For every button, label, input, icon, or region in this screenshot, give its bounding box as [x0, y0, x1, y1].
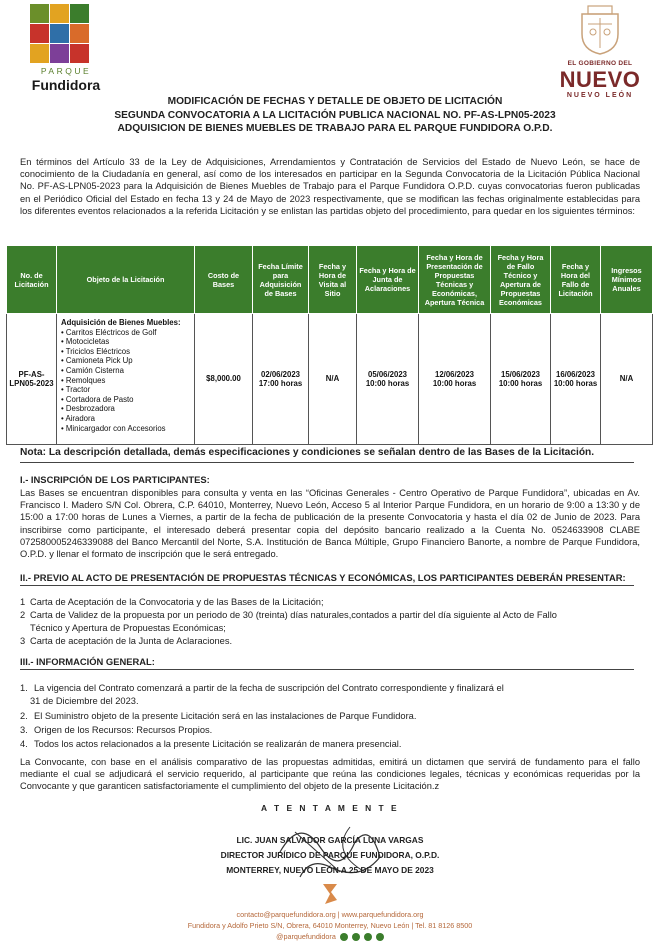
- item-text: Carta de aceptación de la Junta de Aclaraciones.: [30, 636, 233, 646]
- item-number: 1: [20, 597, 26, 607]
- section-2-item: [20, 635, 640, 647]
- facebook-icon[interactable]: [340, 933, 348, 941]
- section-2-item: [20, 596, 640, 608]
- section-3-item: [20, 710, 640, 722]
- cell-visita: N/A: [309, 314, 357, 445]
- item-number: 4.: [20, 739, 28, 749]
- table-header-row: [7, 246, 653, 314]
- item-text: Técnico y Apertura de Propuestas Económicas;: [30, 623, 226, 633]
- list-item: • Camión Cisterna: [61, 366, 190, 376]
- junta-time: 10:00 horas: [365, 379, 410, 388]
- intro-paragraph: En términos del Artículo 33 de la Ley de Adquisiciones, Arrendamientos y Contratación de Servicios del Estado de Nuevo León, se hace de conocimiento de la Ciudadanía en general, así como de los interesados en participar en la Segunda Convocatoria de la Licitación Pública Nacional No. PF-AS-LPN05-2023 para la Adquisición de Bienes Muebles de Trabajo para el Parque Fundidora O.P.D. cuyas convocatorias fueron publicadas en el Periódico Oficial del Estado en fecha 13 y 24 de Mayo de 2023 respectivamente, que se modifican las fechas originalmente establecidas para los diferentes eventos relacionados a la referida Licitación y se enlistan las partidas objeto del procedimiento, para quedar en los siguientes términos:: [20, 157, 640, 216]
- section-3-item: [20, 682, 640, 694]
- item-text: La vigencia del Contrato comenzará a partir de la fecha de suscripción del Contrato correspondiente y finalizará el: [34, 683, 504, 693]
- cell-objeto: [57, 314, 195, 445]
- item-number: 3.: [20, 725, 28, 735]
- cell-junta: [357, 314, 419, 445]
- divider: [20, 585, 634, 586]
- header-no-licitacion: No. de Licitación: [7, 246, 57, 314]
- junta-date: 05/06/2023: [367, 369, 408, 379]
- signer-name: LIC. JUAN SALVADOR GARCÍA LUNA VARGAS: [236, 835, 424, 845]
- presentacion-date: 12/06/2023: [434, 369, 475, 379]
- fallo-date: 16/06/2023: [555, 369, 596, 379]
- divider: [20, 462, 634, 463]
- title-line-2: SEGUNDA CONVOCATORIA A LA LICITACIÓN PUBLICA NACIONAL NO. PF-AS-LPN05-2023: [114, 109, 556, 121]
- list-item: • Airadora: [61, 414, 190, 424]
- table-row: [7, 314, 653, 445]
- document-title: [100, 95, 570, 136]
- header-fallo-tecnico: Fecha y Hora de Fallo Técnico y Apertura de Propuestas Económicas: [491, 246, 551, 314]
- footer-social: [100, 932, 560, 943]
- title-line-1: MODIFICACIÓN DE FECHAS Y DETALLE DE OBJETO DE LICITACIÓN: [167, 96, 503, 107]
- divider: [20, 669, 634, 670]
- logo-mosaic-icon: [30, 4, 90, 64]
- closing-paragraph: La Convocante, con base en el análisis comparativo de las propuestas admitidas, emitirá un dictamen que servirá de fundamento para el fallo mediante el cual se adjudicará el servicio requerido, al participante que reúna las condiciones legales, técnicas y económicas requeridas por la Convocante y que garanticen satisfactoriamente el cumplimiento del objeto de la presente Licitación.z: [20, 757, 640, 792]
- licitacion-table: [6, 245, 653, 445]
- cell-costo: $8,000.00: [195, 314, 253, 445]
- fallo-time: 10:00 horas: [553, 379, 598, 388]
- logo-word-parque: PARQUE: [40, 66, 92, 76]
- footer-address: Fundidora y Adolfo Prieto S/N, Obrera, 64010 Monterrey, Nuevo León | Tel. 81 8126 8500: [187, 921, 473, 930]
- instagram-icon[interactable]: [352, 933, 360, 941]
- presentacion-time: 10:00 horas: [432, 379, 477, 388]
- nota-text: Nota: La descripción detallada, demás especificaciones y condiciones se señalan dentro de las Bases de la Licitación.: [20, 447, 595, 458]
- header-fecha-limite: Fecha Límite para Adquisición de Bases: [253, 246, 309, 314]
- cell-presentacion: [419, 314, 491, 445]
- atentamente-text: A T E N T A M E N T E: [260, 803, 400, 813]
- section-3-item: [30, 695, 650, 707]
- fallo-tecnico-time: 10:00 horas: [498, 379, 543, 388]
- list-item: • Camioneta Pick Up: [61, 356, 190, 366]
- fallo-tecnico-date: 15/06/2023: [500, 369, 541, 379]
- fecha-limite-date: 02/06/2023: [260, 369, 301, 379]
- item-text: 31 de Diciembre del 2023.: [30, 696, 139, 706]
- cell-fallo-tecnico: [491, 314, 551, 445]
- parque-fundidora-logo: [22, 4, 110, 96]
- list-item: • Remolques: [61, 376, 190, 386]
- section-1-text: Las Bases se encuentran disponibles para consulta y venta en las “Oficinas Generales - Centro Operativo de Parque Fundidora”, ubicadas en Av. Francisco I. Madero S/N Col. Obrera, C.P. 64010, Monterrey, Nuevo León, Acceso 5 al Interior Parque Fundidora, en un horario de 9:00 a 13:30 y de 15:00 a 17:00 horas de Lunes a Viernes, a partir de la fecha de publicación de la presente Convocatoria y hasta el día 02 de Junio de 2023. Para inscribirse como participante, el interesado deberá presentar copia del depósito bancario realizado a la Cuenta No. 0524633908 CLABE 072580005246339088 del Banco Mercantil del Norte, S.A. Institución de Banca Múltiple, Grupo Financiero Banorte, a nombre de Parque Fundidora, O.P.D. y llenar el formato de inscripción que le será entregado.: [20, 488, 640, 560]
- list-item: • Cortadora de Pasto: [61, 395, 190, 405]
- item-number: 2.: [20, 711, 28, 721]
- header-ingresos: Ingresos Mínimos Anuales: [601, 246, 653, 314]
- list-item: • Minicargador con Accesorios: [61, 424, 190, 434]
- list-item: • Desbrozadora: [61, 404, 190, 414]
- header-costo: Costo de Bases: [195, 246, 253, 314]
- gob-top-text: EL GOBIERNO DEL: [567, 60, 633, 67]
- twitter-icon[interactable]: [364, 933, 372, 941]
- cell-fallo: [551, 314, 601, 445]
- fundidora-emblem-icon: [319, 880, 341, 906]
- item-text: El Suministro objeto de la presente Licitación será en las instalaciones de Parque Fundidora.: [34, 711, 417, 721]
- cell-numero: PF-AS-LPN05-2023: [7, 314, 57, 445]
- list-item: • Triciclos Eléctricos: [61, 347, 190, 357]
- header-presentacion: Fecha y Hora de Presentación de Propuestas Técnicas y Económicas, Apertura Técnica: [419, 246, 491, 314]
- header-objeto: Objeto de la Licitación: [57, 246, 195, 314]
- title-line-3: ADQUISICION DE BIENES MUEBLES DE TRABAJO PARA EL PARQUE FUNDIDORA O.P.D.: [117, 123, 553, 134]
- cell-ingresos: N/A: [601, 314, 653, 445]
- item-number: 3: [20, 636, 26, 646]
- cell-fecha-limite: [253, 314, 309, 445]
- section-1-title: I.- INSCRIPCIÓN DE LOS PARTICIPANTES:: [20, 474, 210, 485]
- item-text: Todos los actos relacionados a la presente Licitación se realizarán de manera presencial.: [34, 739, 402, 749]
- gob-mid-text: NUEVO: [559, 67, 641, 92]
- youtube-icon[interactable]: [376, 933, 384, 941]
- header-visita: Fecha y Hora de Visita al Sitio: [309, 246, 357, 314]
- footer-handle: @parquefundidora: [276, 932, 336, 941]
- gobierno-nuevo-leon-logo: [552, 4, 648, 100]
- footer-contact: contacto@parquefundidora.org | www.parquefundidora.org: [236, 910, 424, 919]
- item-text: Carta de Aceptación de la Convocatoria y de las Bases de la Licitación;: [30, 597, 324, 607]
- item-number: 1.: [20, 683, 28, 693]
- coat-of-arms-icon: [576, 4, 624, 56]
- logo-word-fundidora: Fundidora: [31, 77, 101, 93]
- section-2-item: [20, 622, 640, 634]
- header-junta: Fecha y Hora de Junta de Aclaraciones: [357, 246, 419, 314]
- list-item: • Motocicletas: [61, 337, 190, 347]
- signature-place-date: MONTERREY, NUEVO LEÓN A 25 DE MAYO DE 2023: [226, 865, 434, 875]
- list-item: • Carritos Eléctricos de Golf: [61, 328, 190, 338]
- section-2-title: II.- PREVIO AL ACTO DE PRESENTACIÓN DE PROPUESTAS TÉCNICAS Y ECONÓMICAS, LOS PARTICIPANTES DEBERÁN PRESENTAR:: [20, 572, 626, 583]
- section-2-item: [20, 609, 640, 621]
- item-text: Origen de los Recursos: Recursos Propios.: [34, 725, 213, 735]
- fecha-limite-time: 17:00 horas: [258, 379, 303, 388]
- gob-bottom-text: NUEVO LEÓN: [566, 92, 634, 99]
- objeto-list: [61, 328, 190, 434]
- list-item: • Tractor: [61, 385, 190, 395]
- item-text: Carta de Validez de la propuesta por un periodo de 30 (treinta) días naturales,contados a partir del día siguiente al Acto de Fallo: [30, 610, 557, 620]
- item-number: 2: [20, 610, 26, 620]
- section-3-item: [20, 724, 640, 736]
- header-fallo: Fecha y Hora del Fallo de Licitación: [551, 246, 601, 314]
- section-3-item: [20, 738, 640, 750]
- signer-role: DIRECTOR JURÍDICO DE PARQUE FUNDIDORA, O.P.D.: [220, 850, 440, 860]
- section-3-title: III.- INFORMACIÓN GENERAL:: [20, 656, 155, 667]
- objeto-title: Adquisición de Bienes Muebles:: [61, 318, 181, 327]
